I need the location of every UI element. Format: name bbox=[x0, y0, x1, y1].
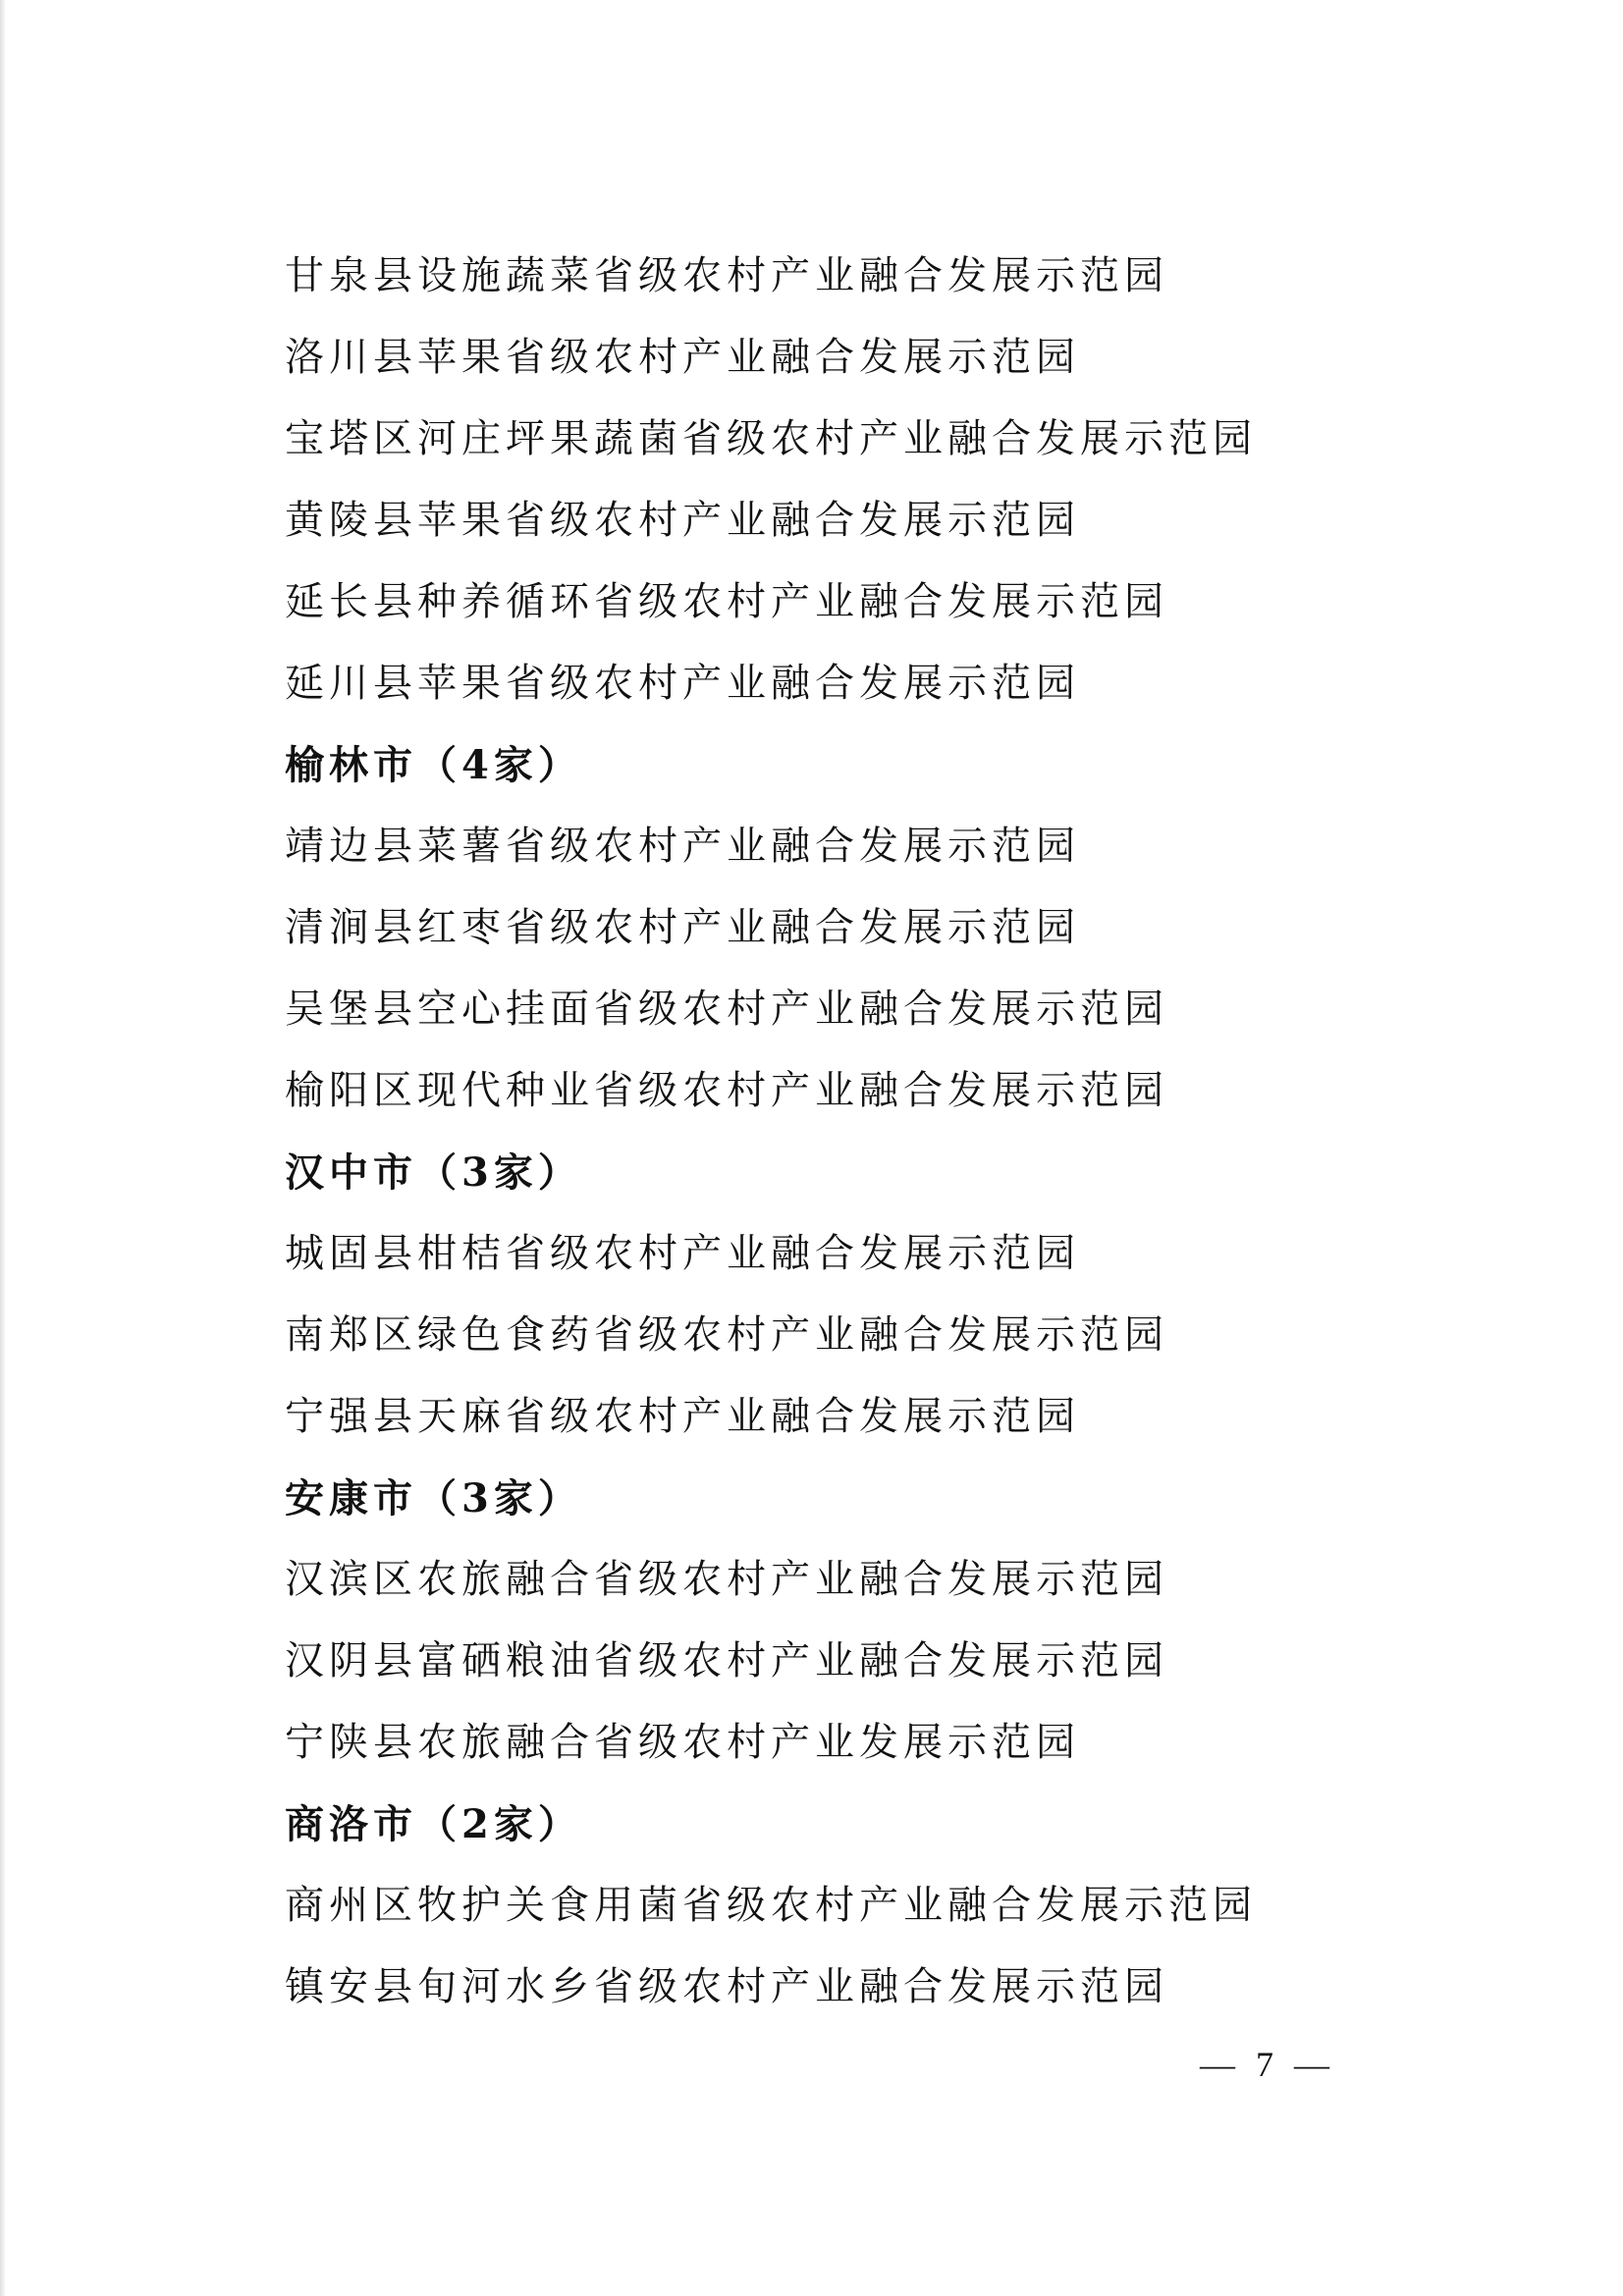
list-item: 南郑区绿色食药省级农村产业融合发展示范园 bbox=[285, 1312, 1168, 1358]
list-item: 延川县苹果省级农村产业融合发展示范园 bbox=[285, 661, 1080, 706]
list-item: 延长县种养循环省级农村产业融合发展示范园 bbox=[285, 579, 1168, 624]
city-heading: 商洛市（2家） bbox=[285, 1801, 582, 1847]
list-item: 商州区牧护关食用菌省级农村产业融合发展示范园 bbox=[285, 1883, 1257, 1928]
list-item: 宁强县天麻省级农村产业融合发展示范园 bbox=[285, 1394, 1080, 1439]
page-number: — 7 — bbox=[1200, 2045, 1335, 2084]
list-item: 黄陵县苹果省级农村产业融合发展示范园 bbox=[285, 498, 1080, 543]
list-item: 汉滨区农旅融合省级农村产业融合发展示范园 bbox=[285, 1557, 1168, 1602]
list-item: 宁陕县农旅融合省级农村产业发展示范园 bbox=[285, 1720, 1080, 1765]
list-item: 榆阳区现代种业省级农村产业融合发展示范园 bbox=[285, 1068, 1168, 1113]
list-item: 洛川县苹果省级农村产业融合发展示范园 bbox=[285, 335, 1080, 380]
list-item: 宝塔区河庄坪果蔬菌省级农村产业融合发展示范园 bbox=[285, 416, 1257, 461]
list-item: 清涧县红枣省级农村产业融合发展示范园 bbox=[285, 905, 1080, 950]
city-heading: 榆林市（4家） bbox=[285, 742, 582, 788]
list-item: 汉阴县富硒粮油省级农村产业融合发展示范园 bbox=[285, 1638, 1168, 1683]
list-item: 吴堡县空心挂面省级农村产业融合发展示范园 bbox=[285, 987, 1168, 1032]
city-heading: 安康市（3家） bbox=[285, 1475, 582, 1522]
scan-edge bbox=[0, 0, 6, 2296]
list-item: 镇安县旬河水乡省级农村产业融合发展示范园 bbox=[285, 1964, 1168, 2009]
city-heading: 汉中市（3家） bbox=[285, 1149, 582, 1196]
list-item: 甘泉县设施蔬菜省级农村产业融合发展示范园 bbox=[285, 253, 1168, 298]
list-item: 城固县柑桔省级农村产业融合发展示范园 bbox=[285, 1231, 1080, 1276]
list-item: 靖边县菜薯省级农村产业融合发展示范园 bbox=[285, 824, 1080, 869]
demonstration-park-list bbox=[285, 236, 1257, 2028]
